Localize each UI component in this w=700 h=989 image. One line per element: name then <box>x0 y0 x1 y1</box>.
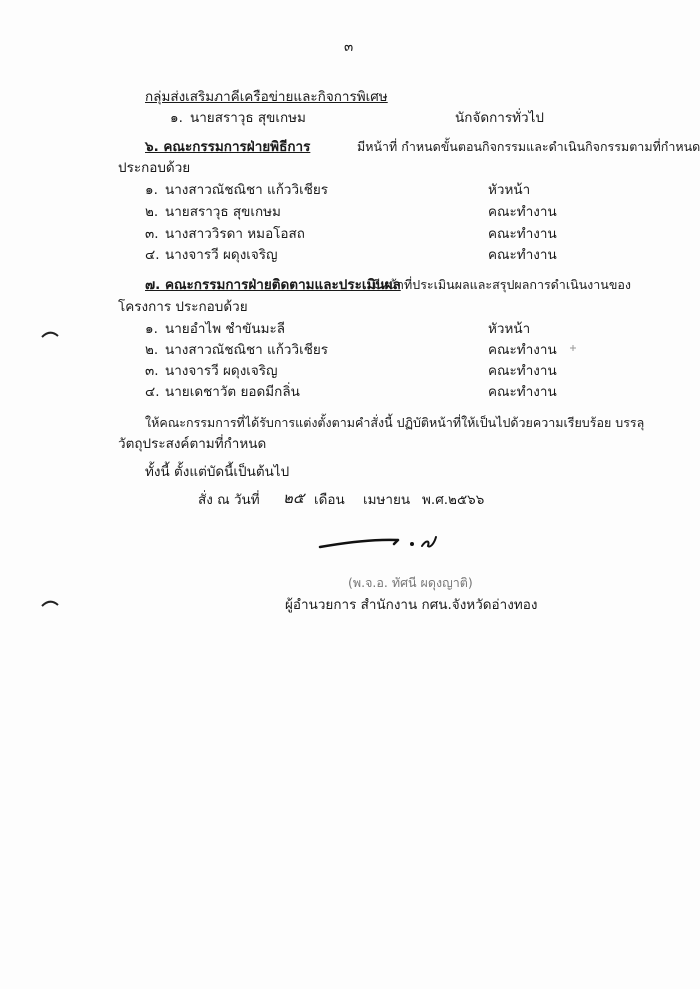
c6-role-2: คณะทำงาน <box>488 204 557 220</box>
c6-no-2: ๒. <box>145 204 159 220</box>
punch-hole-mark <box>40 598 60 608</box>
member-position: นักจัดการทั่วไป <box>455 110 544 126</box>
stray-mark <box>568 343 578 353</box>
c6-role-4: คณะทำงาน <box>488 247 557 263</box>
c7-name-2: นางสาวณัชณิชา แก้ววิเชียร <box>165 342 329 358</box>
c7-no-1: ๑. <box>145 321 158 337</box>
c7-no-2: ๒. <box>145 342 159 358</box>
c6-name-1: นางสาวณัชณิชา แก้ววิเชียร <box>165 182 329 198</box>
order-date-day: ๒๕ <box>283 489 305 507</box>
order-date-month: เมษายน <box>363 492 411 508</box>
c7-role-4: คณะทำงาน <box>488 384 557 400</box>
c6-name-4: นางจารวี ผดุงเจริญ <box>165 247 278 263</box>
committee6-desc-cont: ประกอบด้วย <box>118 160 191 176</box>
instruction-text: ให้คณะกรรมการที่ได้รับการแต่งตั้งตามคำสั่งนี้ ปฏิบัติหน้าที่ให้เป็นไปด้วยความเรียบร้อย บรรลุ <box>145 415 645 430</box>
member-number: ๑. <box>170 110 183 126</box>
order-date-year: พ.ศ.๒๕๖๖ <box>422 492 485 508</box>
punch-hole-mark <box>40 329 60 339</box>
committee7-title: ๗. คณะกรรมการฝ่ายติดตามและประเมินผล <box>145 277 401 293</box>
effective-text: ทั้งนี้ ตั้งแต่บัดนี้เป็นต้นไป <box>145 464 290 480</box>
c7-no-4: ๔. <box>145 384 160 400</box>
committee7-desc-cont: โครงการ ประกอบด้วย <box>118 299 248 315</box>
group-title: กลุ่มส่งเสริมภาคีเครือข่ายและกิจการพิเศษ <box>145 89 388 105</box>
c7-no-3: ๓. <box>145 363 159 379</box>
signatory-title: ผู้อำนวยการ สำนักงาน กศน.จังหวัดอ่างทอง <box>285 597 538 613</box>
c7-role-1: หัวหน้า <box>488 321 531 337</box>
instruction-text-cont: วัตถุประสงค์ตามที่กำหนด <box>118 436 267 452</box>
handwritten-signature <box>318 528 448 558</box>
committee6-title: ๖. คณะกรรมการฝ่ายพิธีการ <box>145 139 311 155</box>
member-name: นายสราวุธ สุขเกษม <box>190 110 306 126</box>
committee7-desc: มีหน้าที่ประเมินผลและสรุปผลการดำเนินงานของ <box>372 277 632 292</box>
c7-name-4: นายเดชาวัต ยอดมีกลิ่น <box>165 384 300 400</box>
c6-no-1: ๑. <box>145 182 158 198</box>
c6-role-3: คณะทำงาน <box>488 226 557 242</box>
c7-role-2: คณะทำงาน <box>488 342 557 358</box>
order-date-prefix: สั่ง ณ วันที่ <box>198 492 260 508</box>
committee6-desc: มีหน้าที่ กำหนดขั้นตอนกิจกรรมและดำเนินกิจกรรมตามที่กำหนด <box>357 139 700 154</box>
order-date-month-label: เดือน <box>314 492 345 508</box>
c7-name-1: นายอำไพ ชำขันมะลี <box>165 321 286 337</box>
c7-role-3: คณะทำงาน <box>488 363 557 379</box>
c6-name-3: นางสาววิรดา หมอโอสถ <box>165 226 305 242</box>
c6-no-4: ๔. <box>145 247 160 263</box>
page-number: ๓ <box>344 39 354 55</box>
c6-name-2: นายสราวุธ สุขเกษม <box>165 204 281 220</box>
c6-no-3: ๓. <box>145 226 159 242</box>
c6-role-1: หัวหน้า <box>488 182 531 198</box>
signatory-name: (พ.จ.อ. ทัศนี ผดุงญาติ) <box>348 575 473 590</box>
c7-name-3: นางจารวี ผดุงเจริญ <box>165 363 278 379</box>
